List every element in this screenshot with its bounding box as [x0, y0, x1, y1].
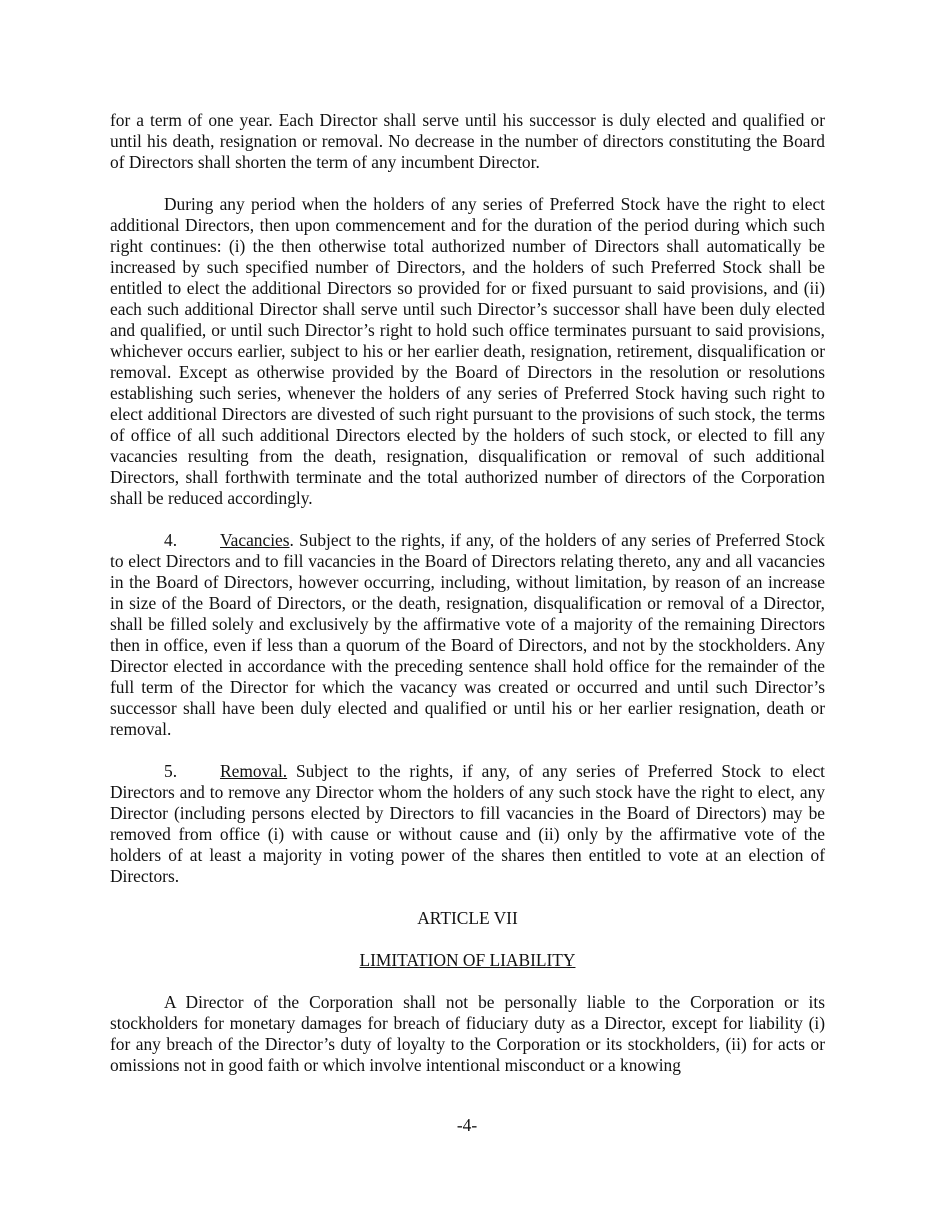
section-heading-punctuation: . [289, 530, 294, 550]
paragraph-limitation-of-liability: A Director of the Corporation shall not be personally liable to the Corporation or its stockholders for monetary damages for breach of fiduciary duty as a Director, except for liability (i) for any breach of the Director’s duty of loyalty to the Corporation or its stockholders, (ii) for acts or omissions not in good faith or which involve intentional misconduct or a knowing [110, 992, 825, 1075]
page-number: -4- [456, 1115, 478, 1135]
article-heading: ARTICLE VII [417, 908, 518, 928]
section-number: 5. [164, 761, 178, 781]
article-title: LIMITATION OF LIABILITY [359, 950, 576, 970]
paragraph-preferred-stock-directors: During any period when the holders of any series of Preferred Stock have the right to elect additional Directors, then upon commencement and for the duration of the period during which such right continues: (i) the then otherwise total authorized number of Directors shall automatically be increased by such specified number of Directors, and the holders of such Preferred Stock shall be entitled to elect the additional Directors so provided for or fixed pursuant to said provisions, and (ii) each such additional Director shall serve until such Director’s successor shall have been duly elected and qualified, or until such Director’s right to hold such office terminates pursuant to said provisions, whichever occurs earlier, subject to his or her earlier death, resignation, retirement, disqualification or removal. Except as otherwise provided by the Board of Directors in the resolution or resolutions establishing such series, whenever the holders of any series of Preferred Stock having such right to elect additional Directors are divested of such right pursuant to the provisions of such stock, the terms of office of all such additional Directors elected by the holders of such stock, or elected to fill any vacancies resulting from the death, resignation, disqualification or removal of such additional Directors, shall forthwith terminate and the total authorized number of directors of the Corporation shall be reduced accordingly. [110, 194, 825, 508]
section-number: 4. [164, 530, 178, 550]
section-heading: Vacancies [220, 530, 290, 550]
section-vacancies [110, 530, 825, 740]
section-removal [110, 761, 825, 887]
section-heading: Removal. [220, 761, 288, 781]
section-body: Subject to the rights, if any, of the holders of any series of Preferred Stock to elect Directors and to fill vacancies in the Board of Directors relating thereto, any and all vacancies in the Board of Directors, however occurring, including, without limitation, by reason of an increase in size of the Board of Directors, or the death, resignation, disqualification or removal of a Director, shall be filled solely and exclusively by the affirmative vote of a majority of the remaining Directors then in office, even if less than a quorum of the Board of Directors, and not by the stockholders. Any Director elected in accordance with the preceding sentence shall hold office for the remainder of the full term of the Director for which the vacancy was created or occurred and until such Director’s successor shall have been duly elected and qualified or until his or her earlier resignation, death or removal. [110, 530, 825, 739]
paragraph-term-of-directors: for a term of one year. Each Director shall serve until his successor is duly elected and qualified or until his death, resignation or removal. No decrease in the number of directors constituting the Board of Directors shall shorten the term of any incumbent Director. [110, 110, 825, 172]
section-body: Subject to the rights, if any, of any series of Preferred Stock to elect Directors and to remove any Director whom the holders of any such stock have the right to elect, any Director (including persons elected by Directors to fill vacancies in the Board of Directors) may be removed from office (i) with cause or without cause and (ii) only by the affirmative vote of the holders of at least a majority in voting power of the shares then entitled to vote at an election of Directors. [110, 761, 825, 886]
document-page [110, 110, 825, 1076]
